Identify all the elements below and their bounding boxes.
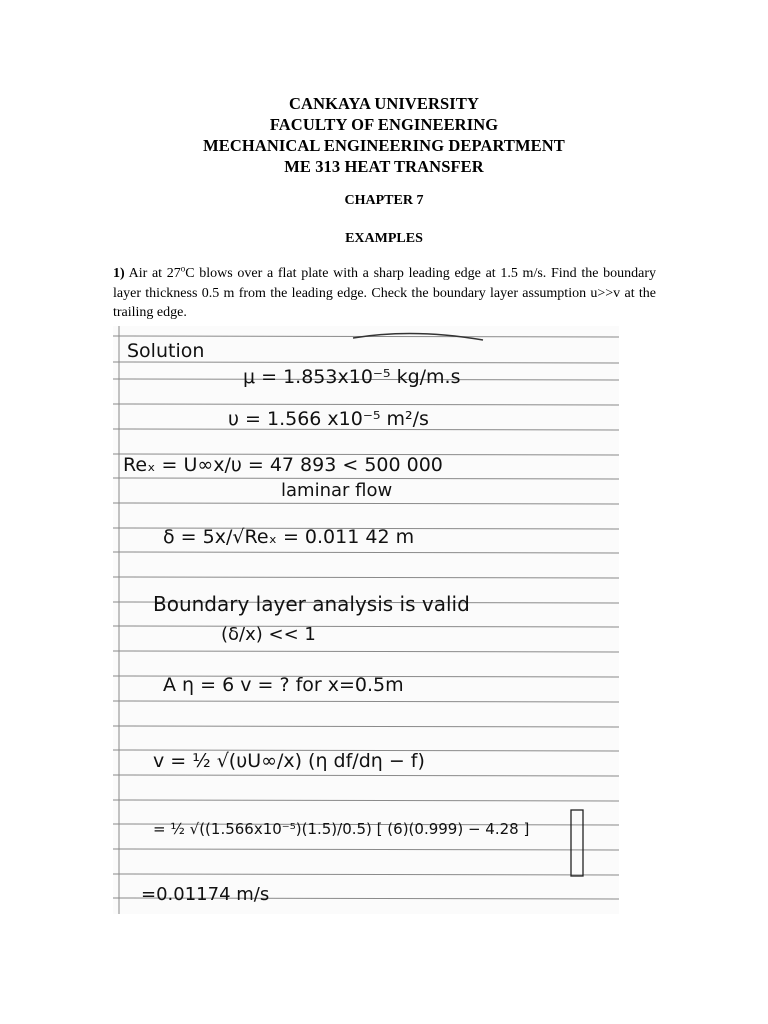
problem-number: 1) <box>113 266 125 281</box>
section-title: EXAMPLES <box>345 231 423 246</box>
university-name: CANKAYA UNIVERSITY <box>289 94 479 113</box>
laminar-flow-note: laminar flow <box>281 480 393 501</box>
viscosity-line: μ = 1.853x10⁻⁵ kg/m.s <box>243 366 461 388</box>
velocity-result: =0.01174 m/s <box>141 884 270 905</box>
degree-superscript: o <box>180 263 186 274</box>
faculty-name: FACULTY OF ENGINEERING <box>269 115 499 134</box>
solution-label: Solution <box>127 340 205 362</box>
velocity-formula: v = ½ √(υU∞/x) (η df/dη − f) <box>153 750 425 772</box>
problem-text-end: C blows over a flat plate with a sharp leading edge at 1.5 m/s. Find the boundary layer thickness 0.5 m from the leading edge. Check the boundary layer assumption u>>v at the trailing edge. <box>113 266 656 320</box>
thickness-ratio: (δ/x) << 1 <box>221 624 316 645</box>
boundary-thickness-line: δ = 5x/√Reₓ = 0.011 42 m <box>163 526 415 548</box>
department-name: MECHANICAL ENGINEERING DEPARTMENT <box>203 136 565 155</box>
problem-statement <box>113 264 656 323</box>
kinematic-viscosity-line: υ = 1.566 x10⁻⁵ m²/s <box>228 408 429 430</box>
velocity-substitution: = ½ √((1.566x10⁻⁵)(1.5)/0.5) [ (6)(0.999) − 4.28 ] <box>153 820 530 838</box>
chapter-title: CHAPTER 7 <box>344 193 424 208</box>
document-header <box>0 93 768 177</box>
course-title: ME 313 HEAT TRANSFER <box>284 157 484 176</box>
problem-text-start: Air at 27 <box>128 266 181 281</box>
handwritten-solution-scan <box>113 326 619 914</box>
validity-statement: Boundary layer analysis is valid <box>153 592 470 616</box>
eta-condition-line: A η = 6 v = ? for x=0.5m <box>163 674 404 696</box>
reynolds-number-line: Reₓ = U∞x/υ = 47 893 < 500 000 <box>123 454 443 476</box>
